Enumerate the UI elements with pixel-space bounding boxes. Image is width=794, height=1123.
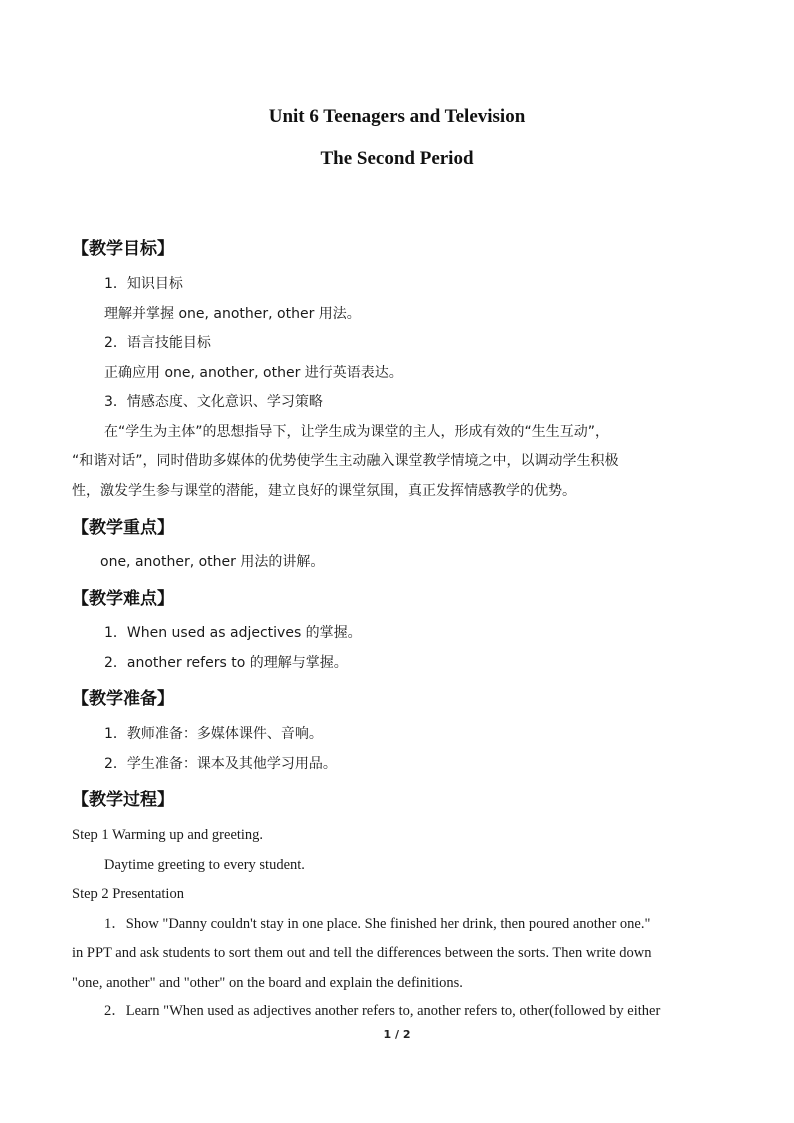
objective-knowledge-title: 1．知识目标: [104, 276, 183, 292]
objective-skills-body: 正确应用 one, another, other 进行英语表达。: [104, 365, 403, 381]
preparation-heading: 【教学准备】: [72, 689, 174, 709]
step1-body: Daytime greeting to every student.: [104, 857, 305, 873]
objective-affective-line-2: “和谐对话”，同时借助多媒体的优势使学生主动融入课堂教学情境之中，以调动学生积极: [72, 453, 619, 469]
objective-affective-title: 3．情感态度、文化意识、学习策略: [104, 394, 323, 410]
objective-knowledge-body: 理解并掌握 one, another, other 用法。: [104, 306, 361, 322]
process-heading: 【教学过程】: [72, 790, 174, 810]
page-number: 1 / 2: [383, 1028, 411, 1041]
preparation-item-2: 2．学生准备：课本及其他学习用品。: [104, 756, 337, 772]
document-subtitle: The Second Period: [320, 148, 474, 169]
step2-item1-line-1: 1．Show "Danny couldn't stay in one place. She finished her drink, then poured another one.": [104, 916, 651, 932]
step1-title: Step 1 Warming up and greeting.: [72, 827, 264, 843]
difficulty-item-1: 1．When used as adjectives 的掌握。: [104, 625, 362, 641]
step2-title: Step 2 Presentation: [72, 886, 184, 902]
objective-affective-line-1: 在“学生为主体”的思想指导下，让学生成为课堂的主人，形成有效的“生生互动”，: [104, 424, 610, 440]
objective-affective-line-3: 性，激发学生参与课堂的潜能，建立良好的课堂氛围，真正发挥情感教学的优势。: [72, 483, 576, 499]
step2-item1-line-2: in PPT and ask students to sort them out and tell the differences between the sorts. Then write down: [72, 945, 652, 961]
difficulty-item-2: 2．another refers to 的理解与掌握。: [104, 655, 348, 671]
step2-item2-line-1: 2．Learn "When used as adjectives another refers to, another refers to, other(followed by either: [104, 1003, 661, 1019]
key-points-heading: 【教学重点】: [72, 518, 174, 538]
difficulties-heading: 【教学难点】: [72, 589, 174, 609]
document-title: Unit 6 Teenagers and Television: [268, 106, 526, 127]
objectives-heading: 【教学目标】: [72, 239, 174, 259]
objective-skills-title: 2．语言技能目标: [104, 335, 211, 351]
preparation-item-1: 1．教师准备：多媒体课件、音响。: [104, 726, 323, 742]
step2-item1-line-3: "one, another" and "other" on the board and explain the definitions.: [72, 975, 463, 991]
key-point-item: one, another, other 用法的讲解。: [100, 554, 325, 570]
